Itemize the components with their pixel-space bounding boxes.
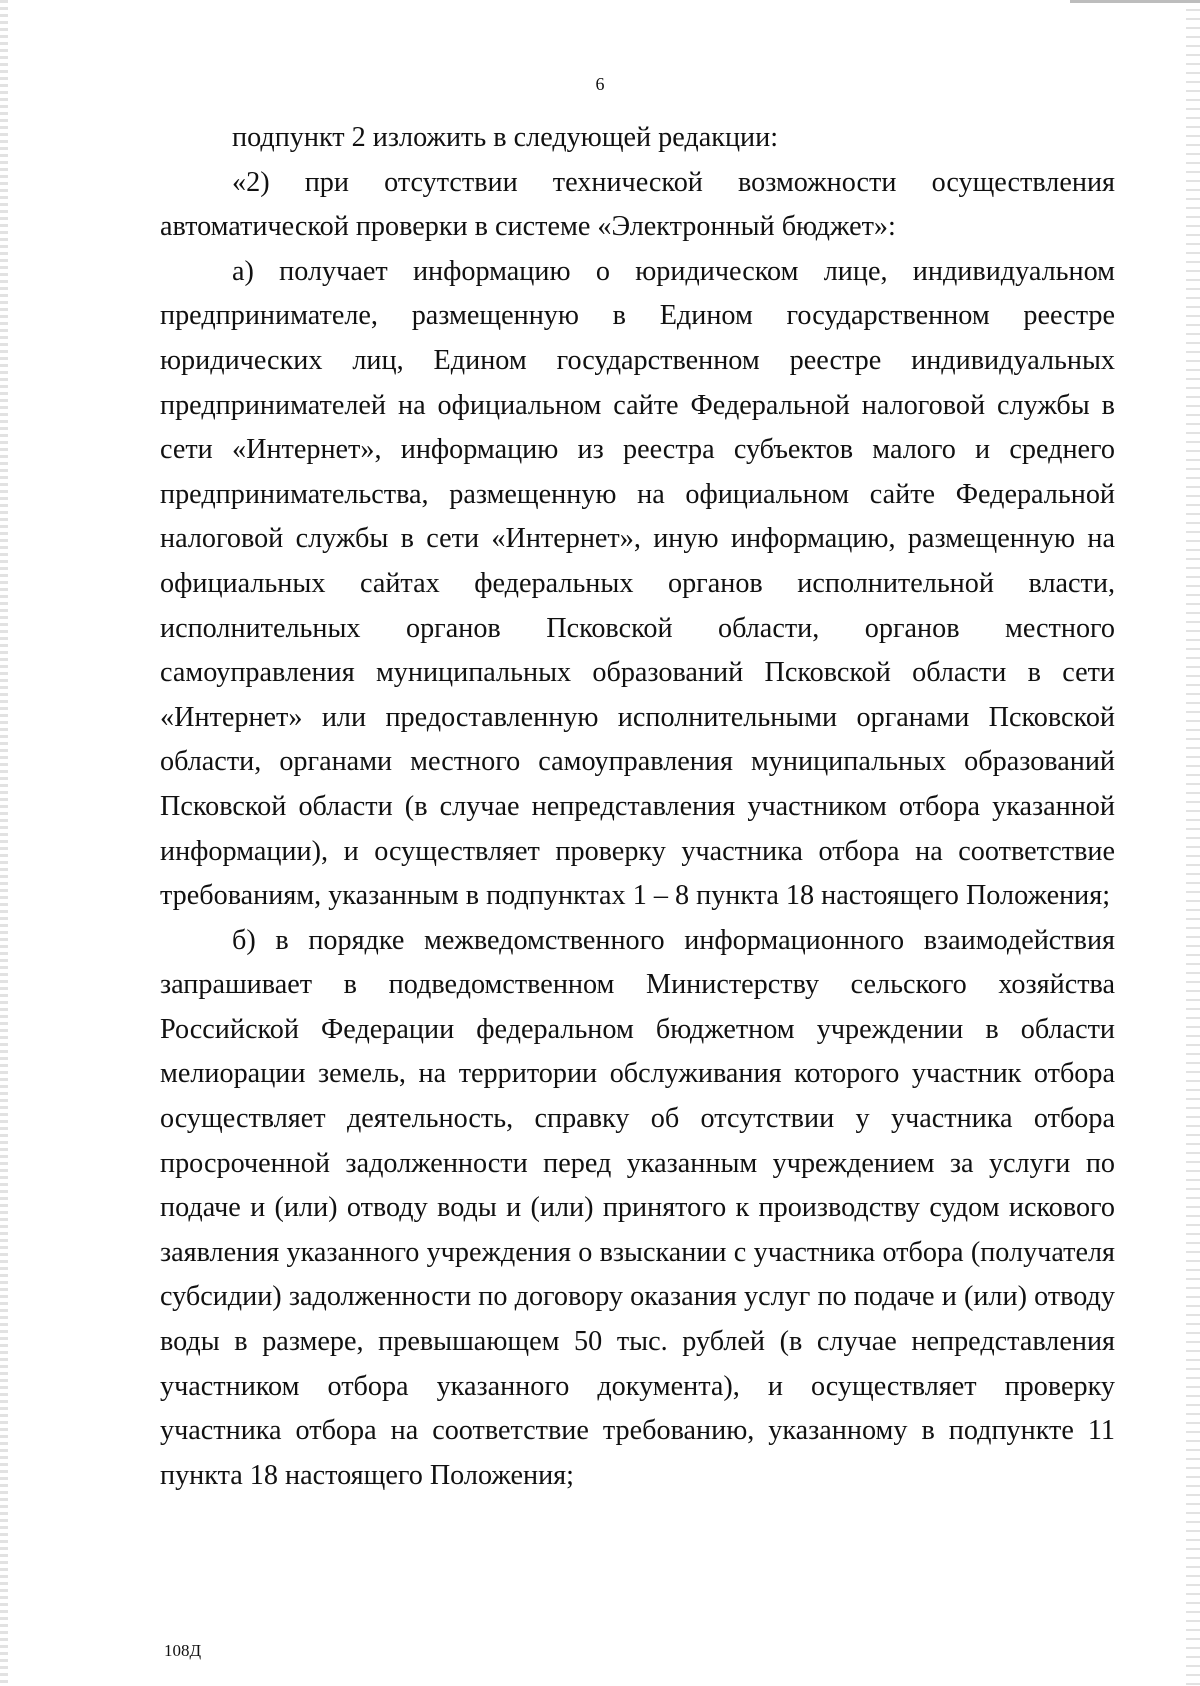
scan-edge-left (0, 0, 8, 1686)
scan-top-line (1070, 0, 1200, 3)
paragraph-item-a: а) получает информацию о юридическом лице, индивидуальном предпринимателе, размещенную в Едином государственном реестре юридических лиц, Едином государственном реестре индивидуальных предпринимателей на официальном сайте Федеральной налоговой службы в сети «Интернет», информацию из реестра субъектов малого и среднего предпринимательства, размещенную на официальном сайте Федеральной налоговой службы в сети «Интернет», иную информацию, размещенную на официальных сайтах федеральных органов исполнительной власти, исполнительных органов Псковской области, органов местного самоуправления муниципальных образований Псковской области в сети «Интернет» или предоставленную исполнительными органами Псковской области, органами местного самоуправления муниципальных образований Псковской области (в случае непредставления участником отбора указанной информации), и осуществляет проверку участника отбора на соответствие требованиям, указанным в подпунктах 1 – 8 пункта 18 настоящего Положения; (160, 255, 1115, 912)
paragraph-subpoint-2: «2) при отсутствии технической возможности осуществления автоматической проверки в системе «Электронный бюджет»: (160, 166, 1115, 243)
paragraph-item-b: б) в порядке межведомственного информационного взаимодействия запрашивает в подведомственном Министерству сельского хозяйства Российской Федерации федеральном бюджетном учреждении в области мелиорации земель, на территории обслуживания которого участник отбора осуществляет деятельность, справку об отсутствии у участника отбора просроченной задолженности перед указанным учреждением за услуги по подаче и (или) отводу воды и (или) принятого к производству судом искового заявления указанного учреждения о взыскании с участника отбора (получателя субсидии) задолженности по договору оказания услуг по подаче и (или) отводу воды в размере, превышающем 50 тыс. рублей (в случае непредставления участником отбора указанного документа), и осуществляет проверку участника отбора на соответствие требованию, указанному в подпункте 11 пункта 18 настоящего Положения; (160, 924, 1115, 1491)
page-number: 6 (595, 74, 605, 94)
scan-edge-right (1186, 0, 1200, 1686)
document-body (160, 116, 1115, 1498)
footer-document-code: 108Д (164, 1641, 202, 1660)
paragraph-intro: подпункт 2 изложить в следующей редакции: (232, 122, 779, 153)
